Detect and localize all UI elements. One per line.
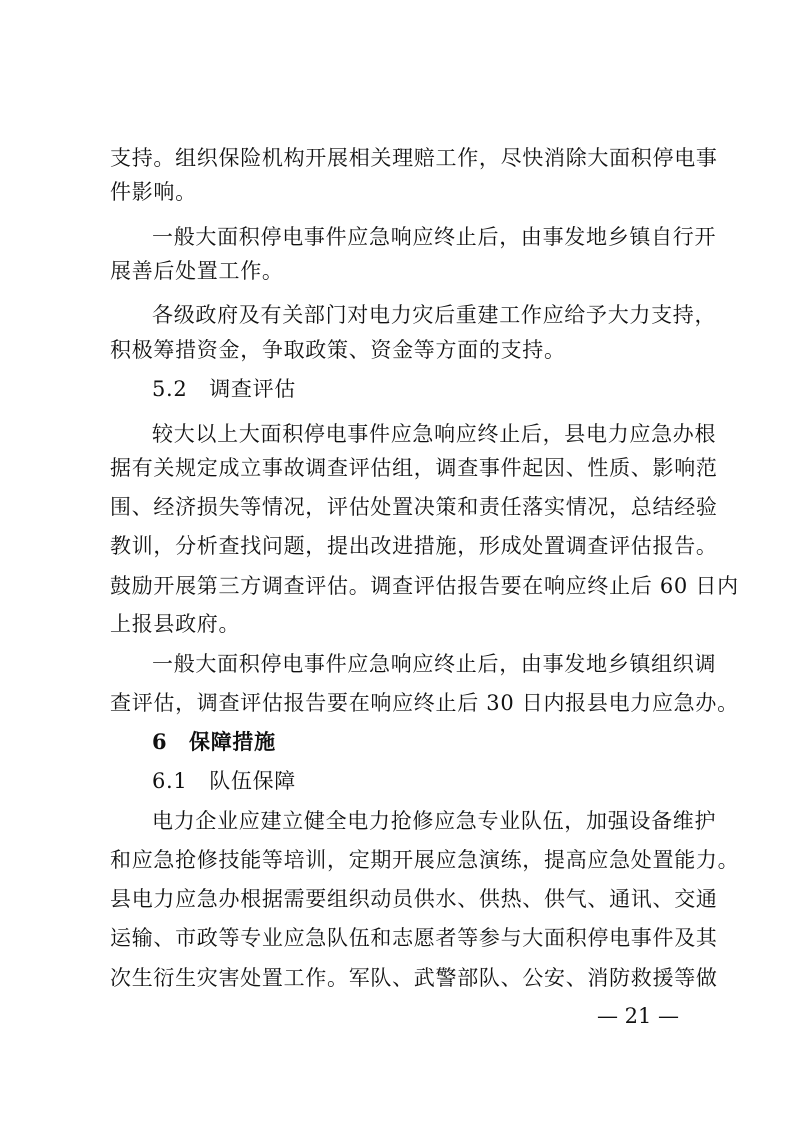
body-text-line: 教训，分析查找问题，提出改进措施，形成处置调查评估报告。 bbox=[110, 534, 718, 558]
body-text-line: 积极筹措资金，争取政策、资金等方面的支持。 bbox=[110, 338, 566, 362]
body-text-line: 支持。组织保险机构开展相关理赔工作，尽快消除大面积停电事 bbox=[110, 146, 718, 170]
page-number: — 21 — bbox=[596, 1004, 680, 1028]
body-text-line: 围、经济损失等情况，评估处置决策和责任落实情况，总结经验 bbox=[110, 495, 718, 519]
body-text-line: 次生衍生灾害处置工作。军队、武警部队、公安、消防救援等做 bbox=[110, 966, 718, 990]
section-heading-6-1: 6.1 队伍保障 bbox=[152, 769, 296, 793]
body-text-line: 据有关规定成立事故调查评估组，调查事件起因、性质、影响范 bbox=[110, 456, 718, 480]
paragraph-first-line: 电力企业应建立健全电力抢修应急专业队伍，加强设备维护 bbox=[152, 809, 717, 833]
body-text-line: 上报县政府。 bbox=[110, 612, 241, 636]
paragraph-first-line: 一般大面积停电事件应急响应终止后，由事发地乡镇自行开 bbox=[152, 225, 717, 249]
body-text-line: 件影响。 bbox=[110, 180, 197, 204]
section-heading-5-2: 5.2 调查评估 bbox=[152, 377, 296, 401]
body-text-line: 县电力应急办根据需要组织动员供水、供热、供气、通讯、交通 bbox=[110, 887, 718, 911]
paragraph-first-line: 各级政府及有关部门对电力灾后重建工作应给予大力支持， bbox=[152, 303, 717, 327]
body-text-line: 展善后处置工作。 bbox=[110, 259, 284, 283]
body-text-line: 运输、市政等专业应急队伍和志愿者等参与大面积停电事件及其 bbox=[110, 926, 718, 950]
body-text-line: 查评估，调查评估报告要在响应终止后 30 日内报县电力应急办。 bbox=[110, 691, 739, 715]
body-text-line: 鼓励开展第三方调查评估。调查评估报告要在响应终止后 60 日内 bbox=[110, 574, 739, 598]
body-text-line: 和应急抢修技能等培训，定期开展应急演练，提高应急处置能力。 bbox=[110, 848, 740, 872]
paragraph-first-line: 一般大面积停电事件应急响应终止后，由事发地乡镇组织调 bbox=[152, 652, 717, 676]
paragraph-first-line: 较大以上大面积停电事件应急响应终止后，县电力应急办根 bbox=[152, 422, 717, 446]
section-heading-6: 6 保障措施 bbox=[152, 729, 276, 754]
